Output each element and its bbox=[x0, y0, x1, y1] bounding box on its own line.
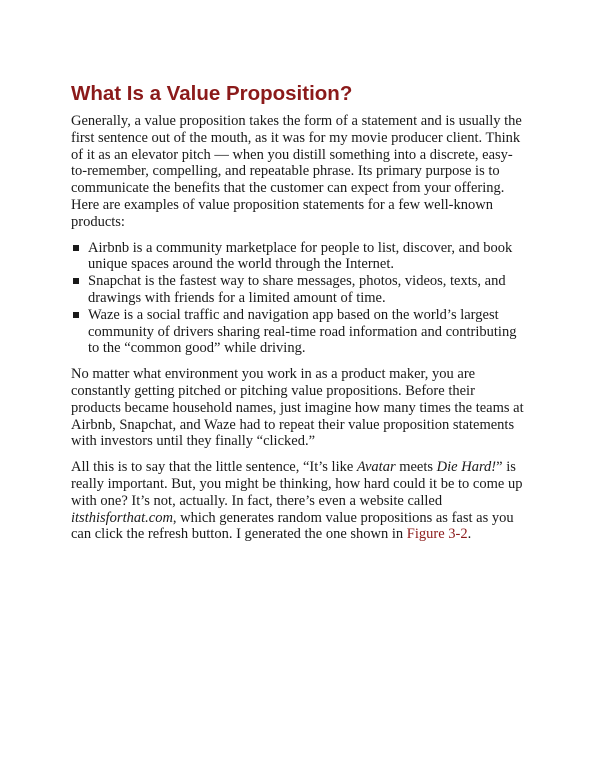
list-item-text: Waze is a social traffic and navigation app based on the world’s largest community of drivers sharing real-time road information and contributing to the “common good” while driving. bbox=[88, 306, 517, 357]
die-hard-title: Die Hard! bbox=[436, 459, 497, 476]
pitch-paragraph: No matter what environment you work in as a product maker, you are constantly getting pitched or pitching value propositions. Before their products became household names, just imagine how many times the teams at Airbnb, Snapchat, and Waze had to repeat their value proposition statements with investors until they finally “clicked.” bbox=[71, 366, 524, 450]
text-run: ” is really important. But, you might be thinking, how hard could it be to come up with one? It’s not, actually. In fact, there’s even a website called bbox=[71, 459, 523, 509]
section-heading: What Is a Value Proposition? bbox=[71, 82, 353, 105]
text-run: All this is to say that the little sentence, “It’s like bbox=[71, 459, 357, 476]
avatar-title: Avatar bbox=[356, 459, 396, 476]
bullet-square-icon bbox=[73, 245, 79, 251]
list-item-text: Snapchat is the fastest way to share messages, photos, videos, texts, and drawings with friends for a limited amount of time. bbox=[88, 273, 506, 306]
list-item-text: Airbnb is a community marketplace for people to list, discover, and book unique spaces around the world through the Internet. bbox=[88, 239, 513, 273]
document-page bbox=[71, 82, 527, 552]
website-name: itsthisforthat.com bbox=[71, 509, 173, 526]
list-item bbox=[71, 307, 527, 357]
list-item bbox=[71, 240, 527, 274]
bullet-square-icon bbox=[73, 278, 79, 284]
figure-reference-link[interactable]: Figure 3-2 bbox=[406, 526, 468, 543]
examples-list bbox=[71, 240, 527, 358]
intro-paragraph: Generally, a value proposition takes the form of a statement and is usually the first sentence out of the mouth, as it was for my movie producer client. Think of it as an elevator pitch — when you distill something into a discrete, easy-to-remember, compelling, and repeatable phrase. Its primary purpose is to communicate the benefits that the customer can expect from your offering. Here are examples of value proposition statements for a few well-known products: bbox=[71, 113, 522, 230]
bullet-square-icon bbox=[73, 312, 79, 318]
closing-paragraph bbox=[71, 459, 527, 543]
text-run: , which generates random value propositions as fast as you can click the refresh button. I generated the one shown in bbox=[71, 509, 514, 543]
list-item bbox=[71, 273, 527, 307]
text-run: meets bbox=[395, 459, 437, 476]
text-run: . bbox=[467, 526, 472, 543]
